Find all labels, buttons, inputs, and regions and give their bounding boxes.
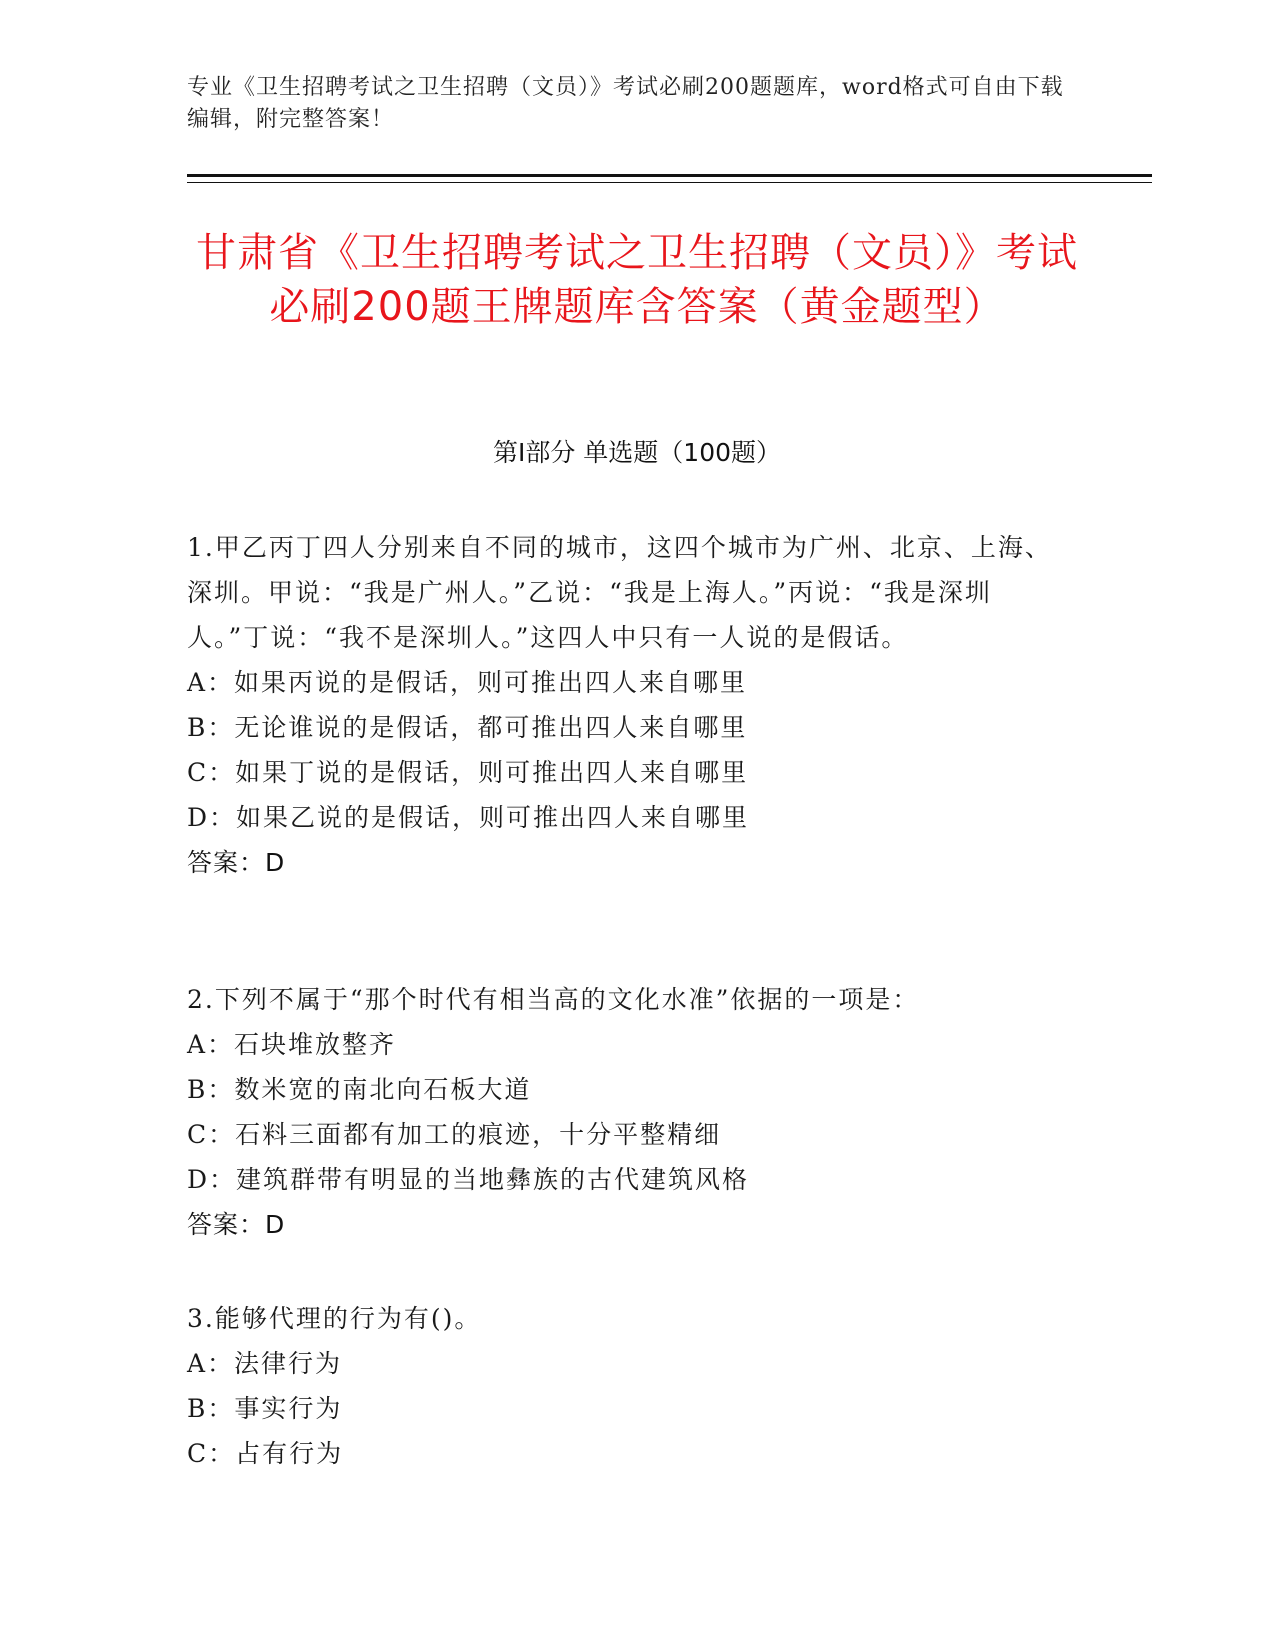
option-b: B：数米宽的南北向石板大道 bbox=[187, 1075, 532, 1104]
question-2 bbox=[187, 977, 1067, 1247]
option-d: D：如果乙说的是假话，则可推出四人来自哪里 bbox=[187, 803, 750, 832]
option-a: A：如果丙说的是假话，则可推出四人来自哪里 bbox=[187, 668, 748, 697]
question-3 bbox=[187, 1296, 1067, 1476]
option-a: A：石块堆放整齐 bbox=[187, 1030, 397, 1059]
header-note: 专业《卫生招聘考试之卫生招聘（文员）》考试必刷200题题库，word格式可自由下载编辑，附完整答案！ bbox=[187, 75, 1064, 132]
question-stem: 2.下列不属于“那个时代有相当高的文化水准”依据的一项是： bbox=[187, 985, 920, 1014]
option-c: C：占有行为 bbox=[187, 1439, 344, 1468]
option-a: A：法律行为 bbox=[187, 1349, 343, 1378]
header-divider-thick bbox=[187, 174, 1152, 177]
answer-line: 答案：D bbox=[187, 1210, 286, 1239]
document-title: 甘肃省《卫生招聘考试之卫生招聘（文员）》考试必刷200题王牌题库含答案（黄金题型） bbox=[196, 230, 1078, 330]
option-c: C：如果丁说的是假话，则可推出四人来自哪里 bbox=[187, 758, 749, 787]
option-c: C：石料三面都有加工的痕迹，十分平整精细 bbox=[187, 1120, 722, 1149]
option-b: B：无论谁说的是假话，都可推出四人来自哪里 bbox=[187, 713, 748, 742]
header-divider-thin bbox=[187, 182, 1152, 183]
question-stem: 1.甲乙丙丁四人分别来自不同的城市，这四个城市为广州、北京、上海、深圳。甲说：“我是广州人。”乙说：“我是上海人。”丙说：“我是深圳人。”丁说：“我不是深圳人。”这四人中只有一人说的是假话。 bbox=[187, 533, 1052, 652]
option-b: B：事实行为 bbox=[187, 1394, 343, 1423]
question-stem: 3.能够代理的行为有()。 bbox=[187, 1304, 482, 1333]
option-d: D：建筑群带有明显的当地彝族的古代建筑风格 bbox=[187, 1165, 750, 1194]
section-heading: 第Ⅰ部分 单选题（100题） bbox=[492, 438, 782, 467]
answer-line: 答案：D bbox=[187, 848, 286, 877]
question-1 bbox=[187, 525, 1067, 885]
